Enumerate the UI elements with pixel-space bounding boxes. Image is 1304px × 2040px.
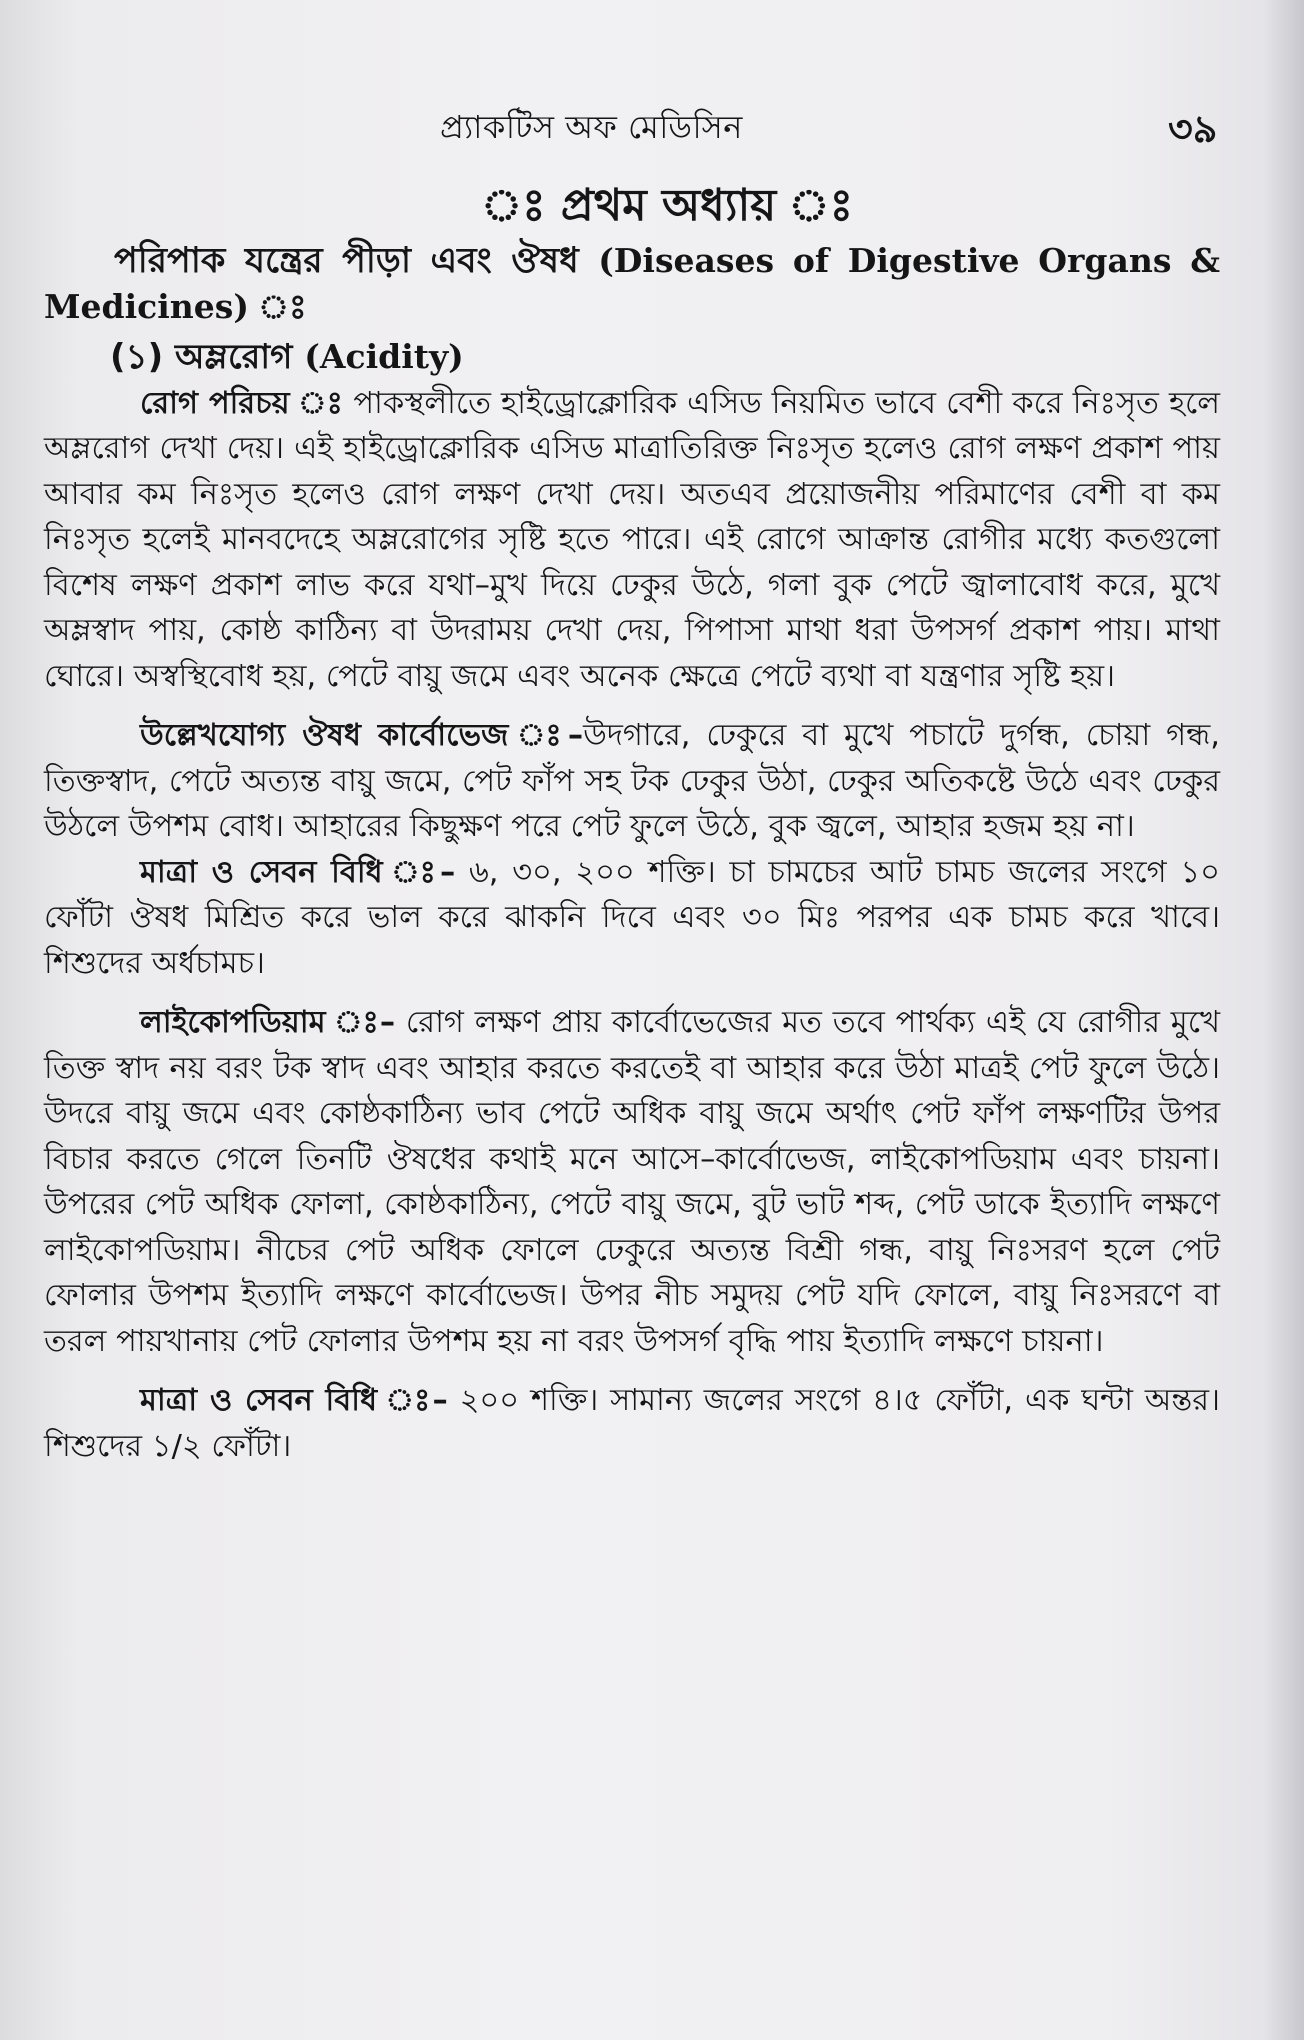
section-title-bengali: পরিপাক যন্ত্রের পীড়া এবং ঔষধ: [114, 241, 579, 281]
subsection-title: [44, 334, 1220, 381]
dosage-2-text: ২০০ শক্তি। সামান্য জলের সংগে ৪।৫ ফোঁটা, এক ঘন্টা অন্তর। শিশুদের ১/২ ফোঁটা।: [44, 1383, 1220, 1464]
intro-label: রোগ পরিচয় ঃ: [140, 385, 344, 421]
section-title-suffix: ঃ: [248, 287, 307, 326]
lycopodium-text: রোগ লক্ষণ প্রায় কার্বোভেজের মত তবে পার্থক্য এই যে রোগীর মুখে তিক্ত স্বাদ নয় বরং টক স্বাদ এবং আহার করতে করতেই বা আহার করে উঠা মাত্রই পেট ফুলে উঠে। উদরে বায়ু জমে এবং কোষ্ঠকাঠিন্য ভাব পেটে অধিক বায়ু জমে অর্থাৎ পেট ফাঁপ লক্ষণটির উপর বিচার করতে গেলে তিনটি ঔষধের কথাই মনে আসে–কার্বোভেজ, লাইকোপডিয়াম এবং চায়না। উপরের পেট অধিক ফোলা, কোষ্ঠকাঠিন্য, পেটে বায়ু জমে, বুট ভাট শব্দ, পেট ডাকে ইত্যাদি লক্ষণে লাইকোপডিয়াম। নীচের পেট অধিক ফোলে ঢেকুরে অত্যন্ত বিশ্রী গন্ধ, বায়ু নিঃসরণ হলে পেট ফোলার উপশম ইত্যাদি লক্ষণে কার্বোভেজ। উপর নীচ সমুদয় পেট যদি ফোলে, বায়ু নিঃসরণে বা তরল পায়খানায় পেট ফোলার উপশম হয় না বরং উপসর্গ বৃদ্ধি পায় ইত্যাদি লক্ষণে চায়না।: [44, 1005, 1221, 1359]
page-spine-shadow: [1264, 0, 1304, 2040]
dosage-1-text: ৬, ৩০, ২০০ শক্তি। চা চামচের আট চামচ জলের সংগে ১০ ফোঁটা ঔষধ মিশ্রিত করে ভাল করে ঝাকনি দিবে এবং ৩০ মিঃ পরপর এক চামচ করে খাবে। শিশুদের অর্ধচামচ।: [44, 854, 1220, 981]
paragraph-introduction: [44, 381, 1220, 700]
running-head: প্র্যাকটিস অফ মেডিসিন: [440, 108, 743, 146]
intro-text: পাকস্থলীতে হাইড্রোক্লোরিক এসিড নিয়মিত ভাবে বেশী করে নিঃসৃত হলে অম্লরোগ দেখা দেয়। এই হাইড্রোক্লোরিক এসিড মাত্রাতিরিক্ত নিঃসৃত হলেও রোগ লক্ষণ প্রকাশ পায় আবার কম নিঃসৃত হলেও রোগ লক্ষণ দেখা দেয়। অতএব প্রয়োজনীয় পরিমাণের বেশী বা কম নিঃসৃত হলেই মানবদেহে অম্লরোগের সৃষ্টি হতে পারে। এই রোগে আক্রান্ত রোগীর মধ্যে কতগুলো বিশেষ লক্ষণ প্রকাশ লাভ করে যথা–মুখ দিয়ে ঢেকুর উঠে, গলা বুক পেটে জ্বালাবোধ করে, মুখে অম্লস্বাদ পায়, কোষ্ঠ কাঠিন্য বা উদরাময় দেখা দেয়, পিপাসা মাথা ধরা উপসর্গ প্রকাশ পায়। মাথা ঘোরে। অস্বস্থিবোধ হয়, পেটে বায়ু জমে এবং অনেক ক্ষেত্রে পেটে ব্যথা বা যন্ত্রণার সৃষ্টি হয়।: [44, 385, 1220, 694]
subsection-title-english: (Acidity): [304, 337, 464, 376]
carbo-veg-text: উদগারে, ঢেকুরে বা মুখে পচাটে দুর্গন্ধ, চোয়া গন্ধ, তিক্তস্বাদ, পেটে অত্যন্ত বায়ু জমে, পেট ফাঁপ সহ টক ঢেকুর উঠা, ঢেকুর অতিকষ্টে উঠে এবং ঢেকুর উঠলে উপশম বোধ। আহারের কিছুক্ষণ পরে পেট ফুলে উঠে, বুক জ্বলে, আহার হজম হয় না।: [44, 718, 1220, 844]
paragraph-carbo-veg: [44, 713, 1220, 850]
page-body: [44, 238, 1220, 1469]
section-title-english: (Diseases of Digestive Organs & Medicines): [44, 241, 1221, 326]
paragraph-dosage-1: [44, 850, 1220, 987]
section-title: [44, 238, 1220, 330]
dosage-2-label: মাত্রা ও সেবন বিধি ঃ–: [140, 1383, 448, 1418]
paragraph-dosage-2: [44, 1378, 1220, 1469]
page-number: ৩৯: [1168, 107, 1218, 151]
subsection-title-bengali: (১) অম্লরোগ: [110, 337, 293, 377]
lycopodium-label: লাইকোপডিয়াম ঃ–: [140, 1005, 396, 1040]
carbo-veg-label: উল্লেখযোগ্য ঔষধ কার্বোভেজ ঃ–: [140, 718, 584, 753]
paragraph-lycopodium: [44, 1000, 1220, 1364]
dosage-1-label: মাত্রা ও সেবন বিধি ঃ–: [140, 854, 456, 890]
chapter-heading: ঃ প্রথম অধ্যায় ঃ: [480, 180, 854, 231]
